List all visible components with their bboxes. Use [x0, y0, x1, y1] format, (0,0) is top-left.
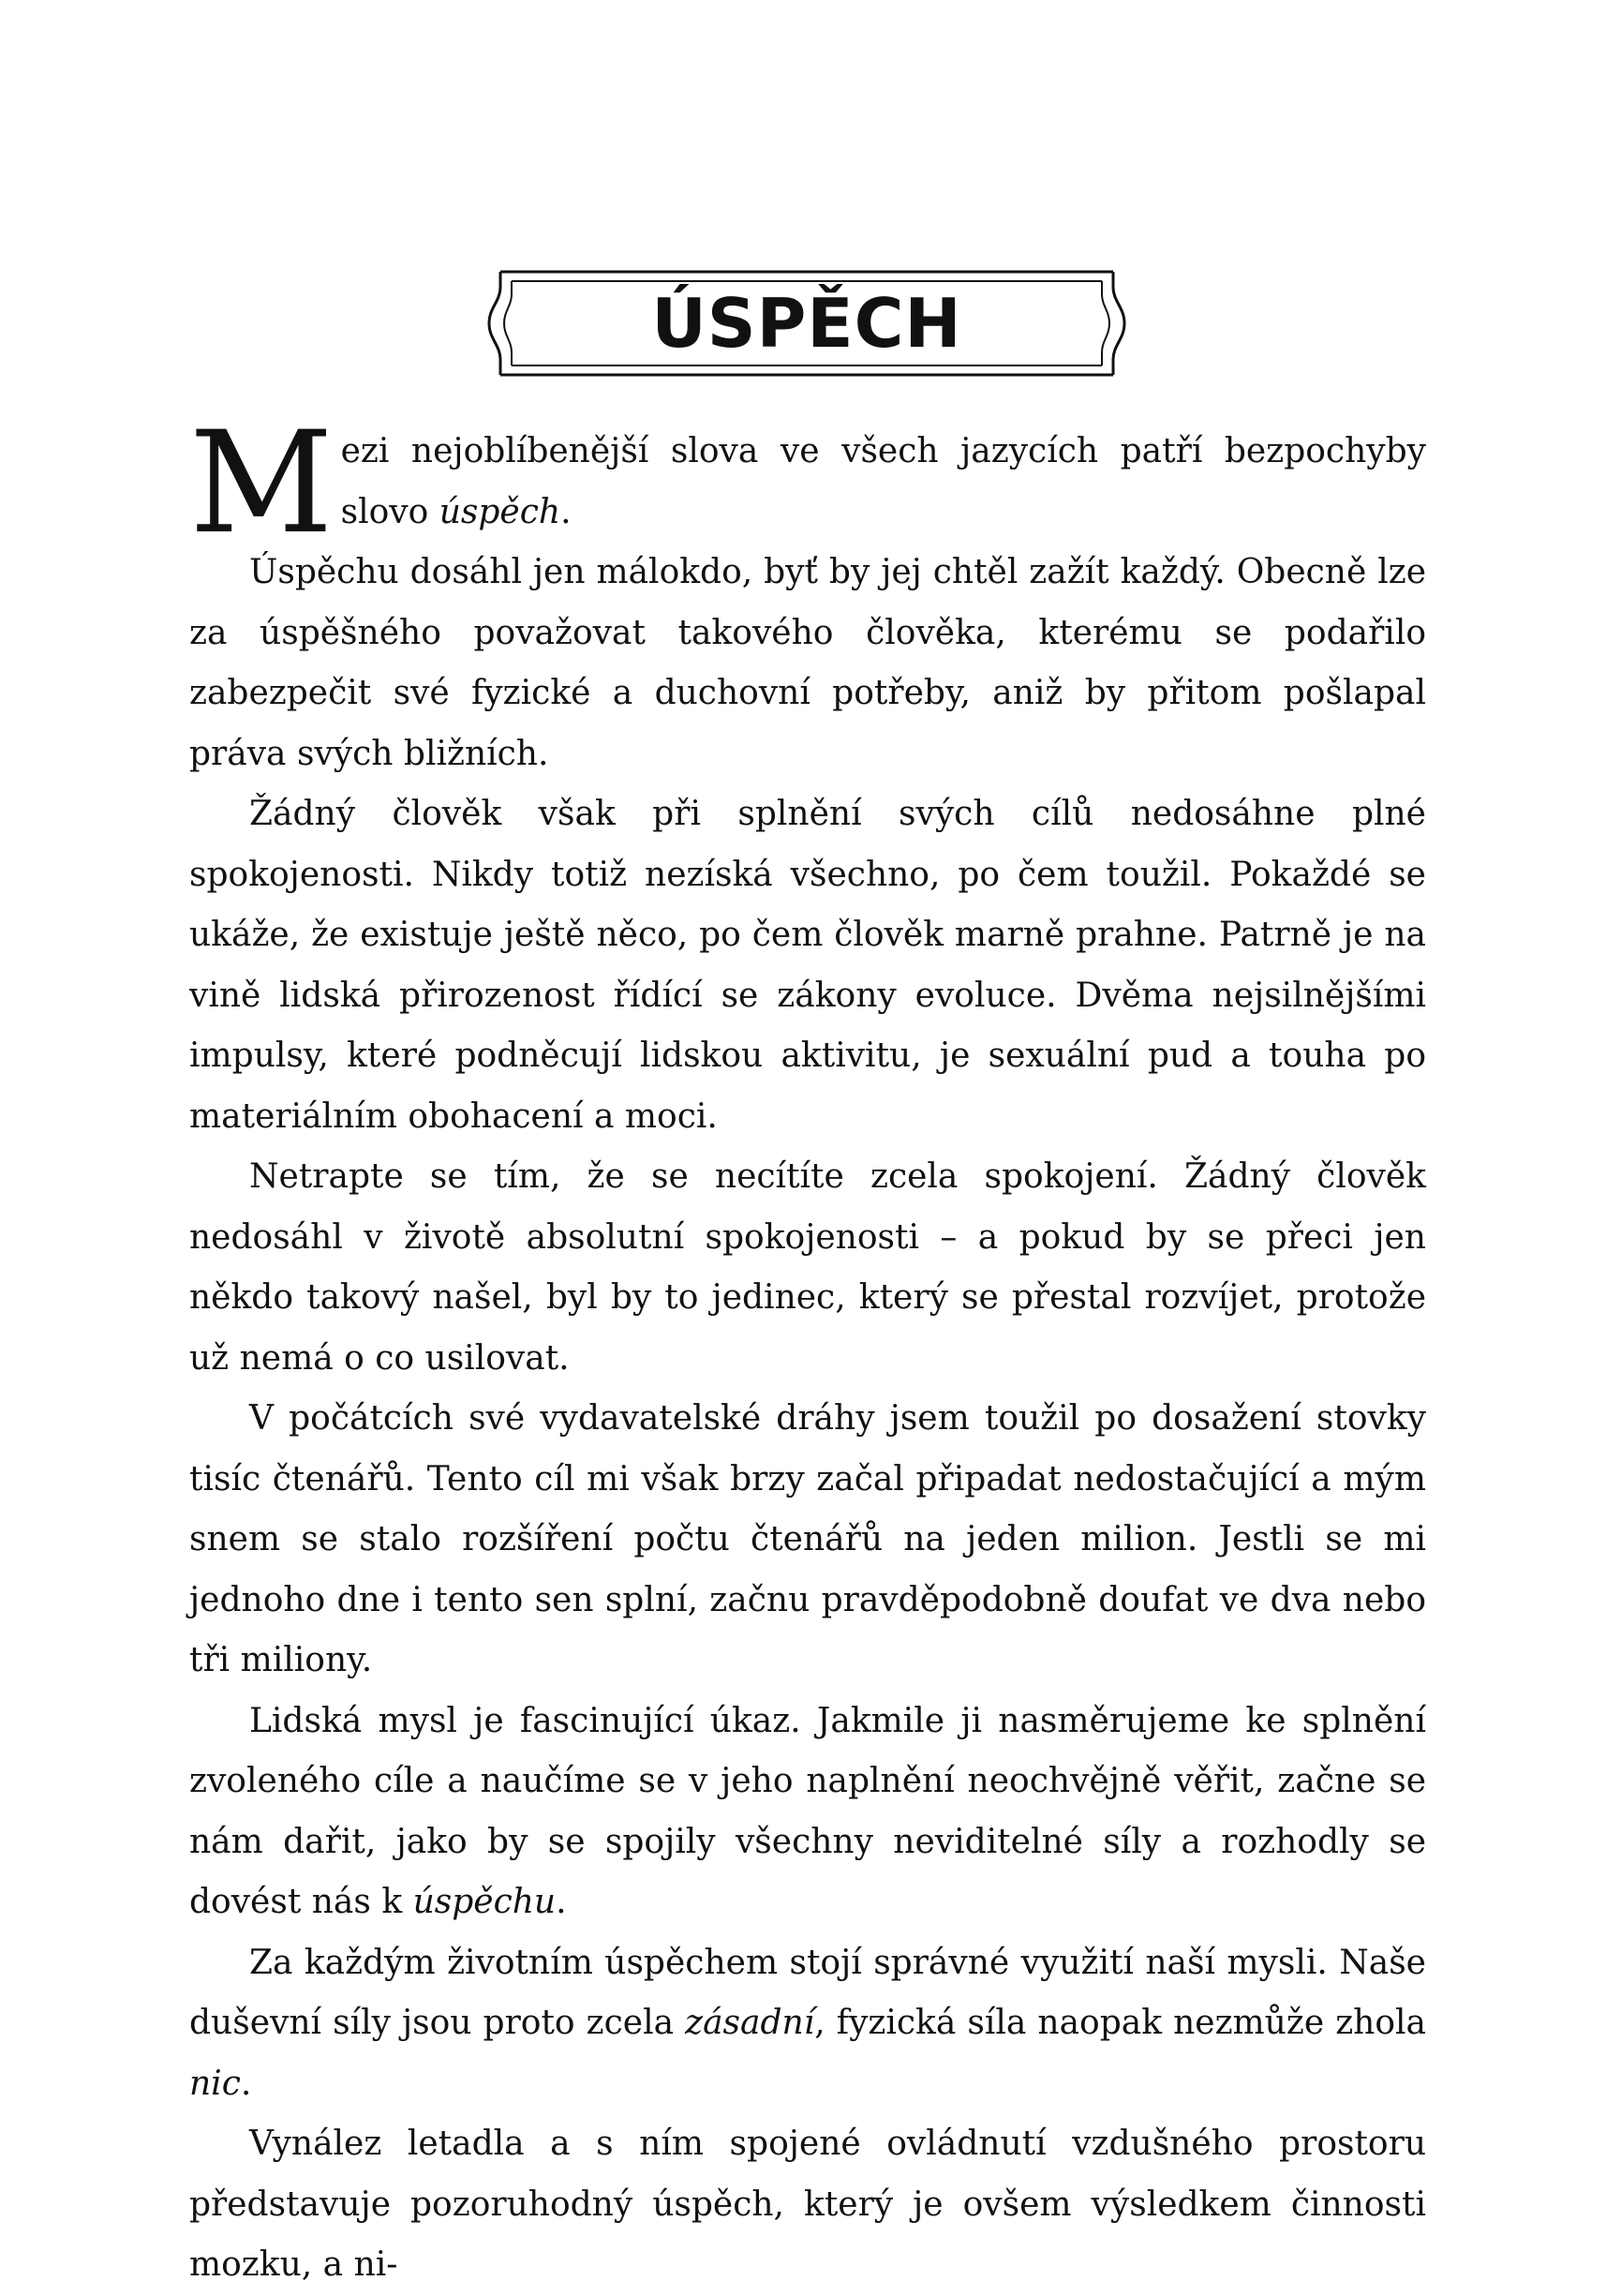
paragraph-text: .	[240, 2064, 252, 2103]
paragraph-text: Lidská mysl je fascinující úkaz. Jakmile ji nasměrujeme ke splnění zvoleného cíle a naučíme se v jeho naplnění neochvějně věřit, začne se nám dařit, jako by se spojily všechny neviditelné síly a rozhodly se dovést nás k	[189, 1701, 1426, 1921]
paragraph-text: Za každým životním úspěchem stojí správné využití naší mysli. Naše duševní síly jsou proto zcela	[189, 1943, 1426, 2042]
paragraph-4: Netrapte se tím, že se necítíte zcela spokojení. Žádný člověk nedosáhl v životě absolutní spokojenosti – a pokud by se přeci jen někdo takový našel, byl by to jedinec, který se přestal rozvíjet, protože už nemá o co usilovat.	[189, 1157, 1426, 1378]
paragraph-text: ezi nejoblíbenější slova ve všech jazycích patří bezpochyby slovo	[340, 432, 1426, 531]
italic-term: úspěchu	[412, 1883, 557, 1921]
paragraph-8: Vynález letadla a s ním spojené ovládnutí vzdušného prostoru představuje pozoruhodný úspěch, který je ovšem výsledkem činnosti mozku, a ni-	[189, 2125, 1426, 2284]
paragraph-7	[189, 1933, 1426, 2115]
paragraph-1	[189, 402, 1426, 565]
paragraph-2: Úspěchu dosáhl jen málokdo, byť by jej chtěl zažít každý. Obecně lze za úspěšného považovat takového člověka, kterému se podařilo zabezpečit své fyzické a duchovní potřeby, aniž by přitom pošlapal práva svých bližních.	[189, 553, 1426, 773]
chapter-body	[189, 402, 1426, 2296]
paragraph-text: , fyzická síla naopak nezmůže zhola	[814, 2004, 1426, 2042]
paragraph-5: V počátcích své vydavatelské dráhy jsem toužil po dosažení stovky tisíc čtenářů. Tento cíl mi však brzy začal připadat nedostačující a mým snem se stalo rozšíření počtu čtenářů na jeden milion. Jestli se mi jednoho dne i tento sen splní, začnu pravděpodobně doufat ve dva nebo tři miliony.	[189, 1399, 1426, 1679]
chapter-title: ÚSPĚCH	[651, 284, 962, 363]
paragraph-3: Žádný člověk však při splnění svých cílů nedosáhne plné spokojenosti. Nikdy totiž nezíská všechno, po čem toužil. Pokaždé se ukáže, že existuje ještě něco, po čem člověk marně prahne. Patrně je na vině lidská přirozenost řídící se zákony evoluce. Dvěma nejsilnějšími impulsy, které podněcují lidskou aktivitu, je sexuální pud a touha po materiálním obohacení a moci.	[189, 795, 1426, 1136]
paragraph-text: .	[560, 492, 572, 531]
drop-cap: M	[189, 402, 334, 565]
chapter-title-frame	[487, 262, 1126, 384]
italic-term: nic	[189, 2064, 241, 2103]
italic-term: zásadní	[685, 2004, 815, 2042]
paragraph-6	[189, 1692, 1426, 1933]
italic-term: úspěch	[439, 492, 561, 531]
paragraph-text: .	[556, 1883, 567, 1921]
